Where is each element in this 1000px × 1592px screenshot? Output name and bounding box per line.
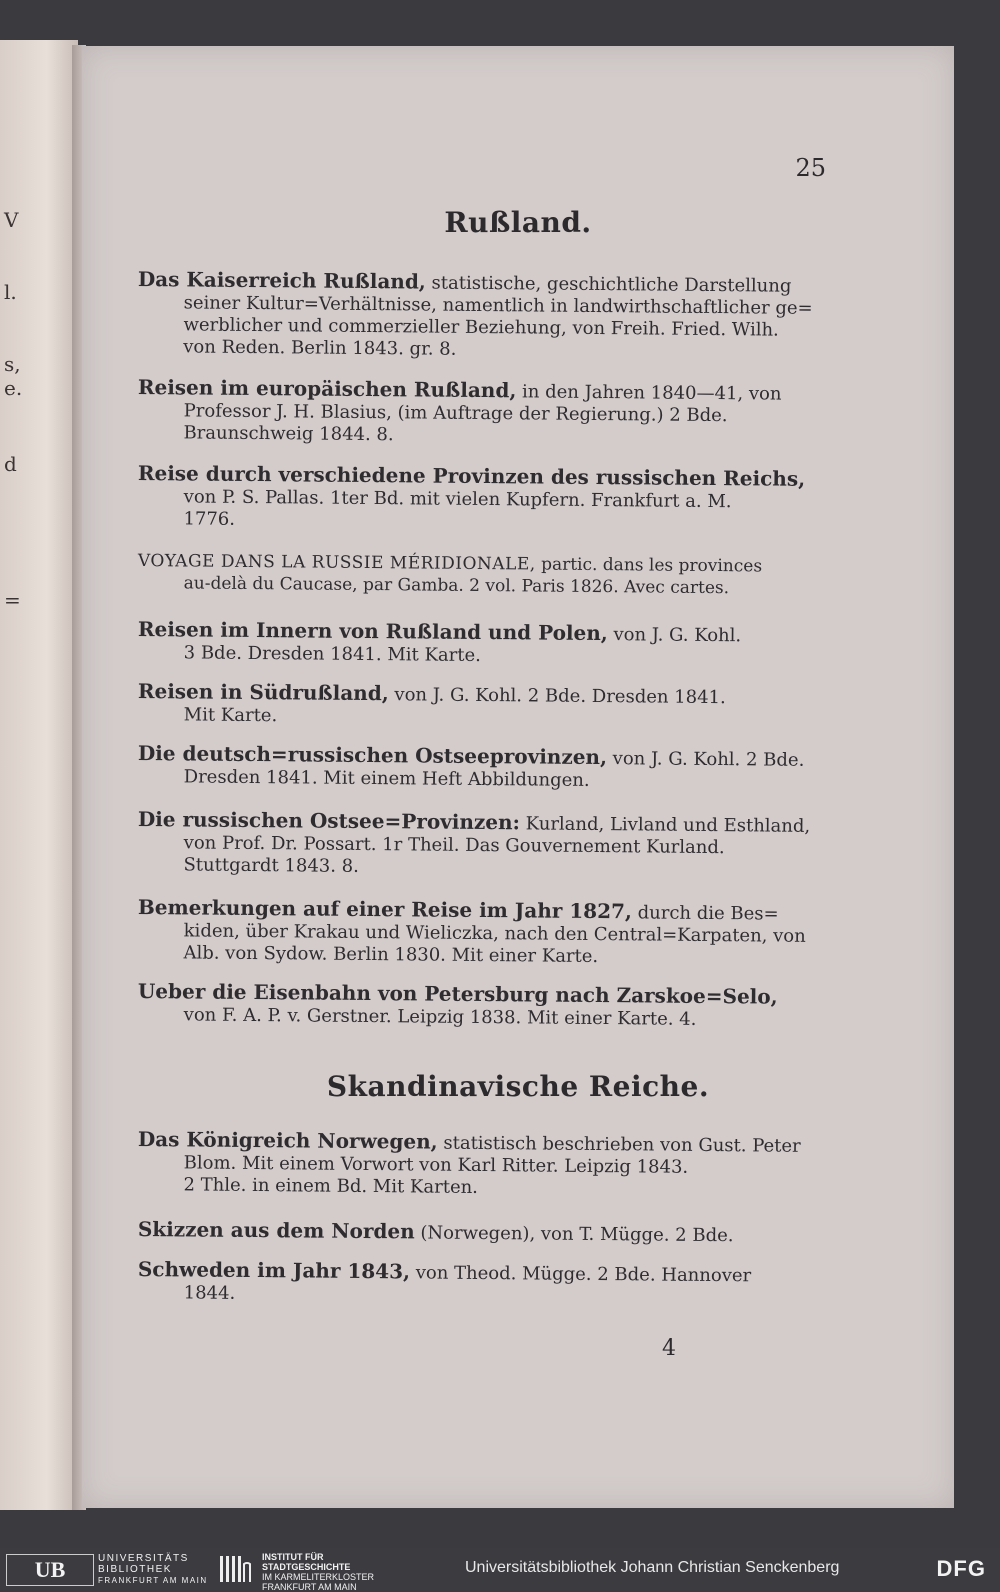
bibliography-entry <box>138 550 838 600</box>
library-name[interactable]: Universitätsbibliothek Johann Christian Senckenberg <box>465 1559 840 1576</box>
entry-text: durch die Bes= <box>637 902 779 925</box>
entry-text: Mit Karte. <box>183 704 278 727</box>
bibliography-entry <box>138 1258 838 1310</box>
entry-text: 3 Bde. Dresden 1841. Mit Karte. <box>183 642 482 666</box>
left-page-edge <box>0 40 78 1510</box>
entry-text: von J. G. Kohl. 2 Bde. Dresden 1841. <box>394 684 726 709</box>
left-page-fragment: e. <box>4 376 23 400</box>
left-page-fragment: l. <box>4 280 17 304</box>
entry-text: statistische, geschichtliche Darstellung <box>431 272 792 297</box>
entry-title: Reisen in Südrußland, <box>137 679 389 706</box>
left-page-fragment: = <box>4 588 21 612</box>
bibliography-entry <box>138 980 838 1032</box>
entry-text: Stuttgardt 1843. 8. <box>183 854 359 877</box>
bibliography-entry <box>137 896 838 970</box>
entry-text: statistisch beschrieben von Gust. Peter <box>443 1132 801 1157</box>
bibliography-entry <box>137 376 838 450</box>
entry-text: 1776. <box>183 508 236 530</box>
entry-title: Ueber die Eisenbahn von Petersburg nach Zarskoe=Selo, <box>137 979 778 1009</box>
ub-logo[interactable]: UB <box>6 1554 94 1586</box>
entry-text: kiden, über Krakau und Wieliczka, nach den Central=Karpaten, von <box>183 920 806 947</box>
signature-mark: 4 <box>662 1336 676 1361</box>
entry-text: von P. S. Pallas. 1ter Bd. mit vielen Kupfern. Frankfurt a. M. <box>183 486 732 513</box>
entry-title: VOYAGE DANS LA RUSSIE MÉRIDIONALE, <box>137 551 536 575</box>
bibliography-entry <box>137 1128 838 1202</box>
entry-text: Professor J. H. Blasius, (im Auftrage der Regierung.) 2 Bde. <box>183 400 728 427</box>
institute-text-line: STADTGESCHICHTE <box>262 1562 351 1572</box>
bibliography-entry <box>137 462 838 536</box>
dfg-logo[interactable]: DFG <box>936 1556 986 1581</box>
entry-text: (Norwegen), von T. Mügge. 2 Bde. <box>420 1222 734 1247</box>
entry-text: Blom. Mit einem Vorwort von Karl Ritter. Leipzig 1843. <box>183 1152 689 1178</box>
entry-text: partic. dans les provinces <box>541 554 763 577</box>
ub-text-line: BIBLIOTHEK <box>98 1564 172 1575</box>
page-number: 25 <box>795 154 826 182</box>
institute-text <box>262 1552 374 1592</box>
entry-title: Die deutsch=russischen Ostseeprovinzen, <box>137 741 608 770</box>
entry-title: Reisen im europäischen Rußland, <box>137 375 517 403</box>
bibliography-entry <box>138 1218 838 1248</box>
entry-text: Kurland, Livland und Esthland, <box>525 813 811 837</box>
entry-text: in den Jahren 1840—41, von <box>521 381 782 405</box>
entry-title: Bemerkungen auf einer Reise im Jahr 1827, <box>137 895 633 924</box>
entry-title: Reise durch verschiedene Provinzen des russischen Reichs, <box>137 461 806 491</box>
institute-text-line: INSTITUT FÜR <box>262 1552 324 1562</box>
entry-text: Braunschweig 1844. 8. <box>183 422 394 446</box>
entry-title: Das Königreich Norwegen, <box>137 1127 438 1154</box>
entry-text: von Reden. Berlin 1843. gr. 8. <box>183 336 457 360</box>
footer-bar <box>0 1548 1000 1590</box>
left-page-fragment: V <box>4 208 19 232</box>
entry-text: seiner Kultur=Verhältnisse, namentlich in landwirthschaftlicher ge= <box>183 292 813 319</box>
entry-text: au-delà du Caucase, par Gamba. 2 vol. Paris 1826. Avec cartes. <box>183 573 730 599</box>
ub-text-line: UNIVERSITÄTS <box>98 1553 189 1564</box>
entry-text: werblicher und commerzieller Beziehung, von Freih. Fried. Wilh. <box>183 314 779 341</box>
entry-text: von F. A. P. v. Gerstner. Leipzig 1838. Mit einer Karte. 4. <box>183 1004 697 1030</box>
entry-title: Das Kaiserreich Rußland, <box>137 267 426 294</box>
section-heading-russia: Rußland. <box>444 206 592 239</box>
entry-text: 2 Thle. in einem Bd. Mit Karten. <box>183 1174 479 1198</box>
ub-text <box>98 1553 208 1586</box>
entry-title: Reisen im Innern von Rußland und Polen, <box>137 617 608 646</box>
entry-text: von J. G. Kohl. <box>613 624 742 647</box>
ub-text-line: FRANKFURT AM MAIN <box>98 1576 208 1585</box>
bibliography-entry <box>138 618 838 670</box>
entry-title: Schweden im Jahr 1843, <box>137 1257 411 1284</box>
entry-text: Alb. von Sydow. Berlin 1830. Mit einer Karte. <box>183 942 599 968</box>
left-page-fragment: d <box>4 452 17 476</box>
entry-text: 1844. <box>183 1282 236 1304</box>
institute-text-line: IM KARMELITERKLOSTER <box>262 1572 375 1582</box>
bibliography-entry <box>138 742 838 794</box>
bibliography-entry <box>137 268 838 364</box>
entry-text: von Theod. Mügge. 2 Bde. Hannover <box>415 1262 752 1287</box>
left-page-fragment: s, <box>4 352 21 376</box>
entry-text: von Prof. Dr. Possart. 1r Theil. Das Gouvernement Kurland. <box>183 832 725 859</box>
institute-logo-icon[interactable] <box>218 1554 252 1584</box>
entry-text: von J. G. Kohl. 2 Bde. <box>612 748 805 771</box>
section-heading-scandinavia: Skandinavische Reiche. <box>326 1070 710 1103</box>
entry-title: Die russischen Ostsee=Provinzen: <box>137 807 521 835</box>
institute-text-line: FRANKFURT AM MAIN <box>262 1582 357 1592</box>
entry-text: Dresden 1841. Mit einem Heft Abbildungen. <box>183 766 590 791</box>
document-page <box>82 46 954 1508</box>
bibliography-entry <box>137 808 838 882</box>
bibliography-entry <box>138 680 838 732</box>
entry-title: Skizzen aus dem Norden <box>137 1217 415 1244</box>
